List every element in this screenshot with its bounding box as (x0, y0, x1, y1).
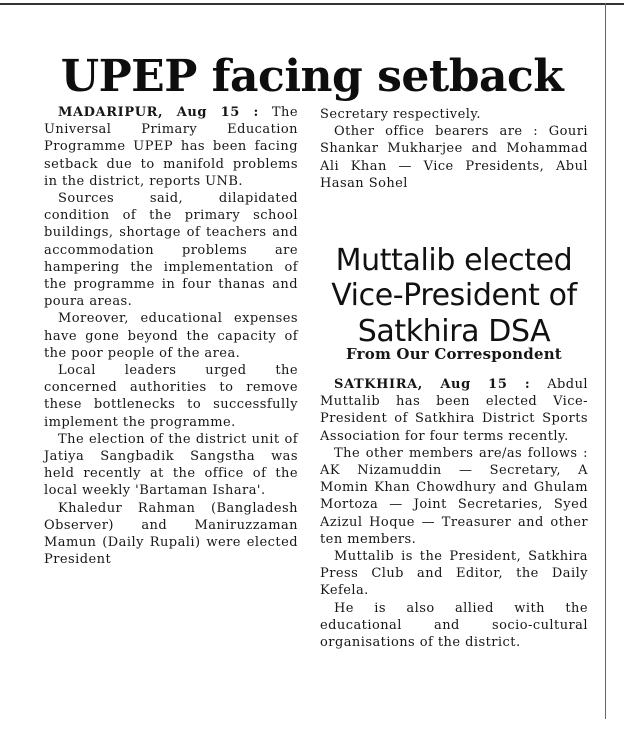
article-paragraph: Sources said, dilapidated condition of the primary school buildings, shortage of teachers and accommodation problems are hampering the implementation of the programme in four thanas and poura areas. (44, 191, 298, 310)
article-paragraph: Other office bearers are : Gouri Shankar Mukharjee and Mohammad Ali Khan — Vice Presidents, Abul Hasan Sohel (320, 124, 588, 191)
article-paragraph: The election of the district unit of Jatiya Sangbadik Sangstha was held recently at the office of the local weekly 'Bartaman Ishara'. (44, 431, 298, 499)
article-upep-body (44, 104, 298, 568)
dateline: SATKHIRA, Aug 15 : (334, 377, 531, 392)
article-paragraph: The other members are/as follows : AK Nizamuddin — Secretary, A Momin Khan Chowdhury and Ghulam Mortoza — Joint Secretaries, Syed Azizul Hoque — Treasurer and other ten members. (320, 445, 588, 547)
article-paragraph: Secretary respectively. (320, 107, 482, 122)
headline-muttalib: Muttalib elected Vice-President of Satkhira DSA (331, 242, 577, 349)
dateline: MADARIPUR, Aug 15 : (58, 105, 259, 120)
article-paragraph: He is also allied with the educational and socio-cultural organisations of the district. (320, 600, 588, 651)
article-paragraph: SATKHIRA, Aug 15 : Abdul Muttalib has been elected Vice-President of Satkhira District Sports Association for four terms recently. (320, 377, 588, 444)
byline: From Our Correspondent (346, 345, 562, 363)
article-muttalib-body (320, 376, 588, 651)
headline-upep: UPEP facing setback (60, 51, 564, 103)
article-paragraph: MADARIPUR, Aug 15 : The Universal Primary Education Programme UPEP has been facing setback due to manifold problems in the district, reports UNB. (44, 105, 298, 189)
right-rule (605, 3, 606, 719)
top-rule (0, 3, 624, 5)
article-paragraph: Khaledur Rahman (Bangladesh Observer) and Maniruzzaman Mamun (Daily Rupali) were elected President (44, 500, 298, 568)
article-upep-continued (320, 106, 588, 192)
article-paragraph: Local leaders urged the concerned authorities to remove these bottlenecks to successfully implement the programme. (44, 363, 298, 430)
article-paragraph: Moreover, educational expenses have gone beyond the capacity of the poor people of the area. (44, 311, 298, 361)
article-paragraph: Muttalib is the President, Satkhira Press Club and Editor, the Daily Kefela. (320, 549, 588, 599)
